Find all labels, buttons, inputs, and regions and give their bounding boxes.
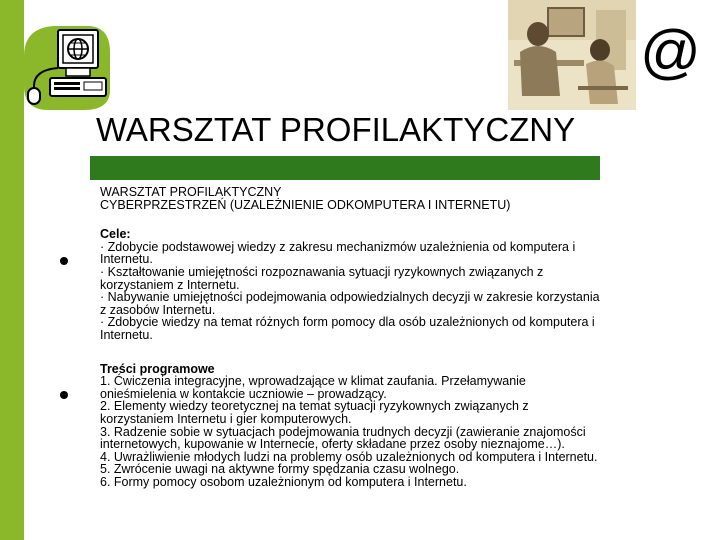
goals-heading: Cele: <box>100 227 131 242</box>
computer-icon <box>24 20 110 110</box>
bullet-program <box>60 391 68 399</box>
goals-line: · Zdobycie podstawowej wiedzy z zakresu mechanizmów uzależnienia od komputera i <box>100 239 576 254</box>
program-line: 3. Radzenie sobie w sytuacjach podejmowania trudnych decyzji (zawieranie znajomości <box>100 424 586 439</box>
goals-line: Internetu. <box>100 252 153 267</box>
goals-line: z zasobów Internetu. <box>100 302 216 317</box>
slide-title: WARSZTAT PROFILAKTYCZNY <box>96 111 576 148</box>
goals-line: Internetu. <box>100 327 153 342</box>
program-list <box>100 375 690 488</box>
program-line: 4. Uwrażliwienie młodych ludzi na problemy osób uzależnionych od komputera i Internetu. <box>100 449 598 464</box>
subtitle-line-2: CYBERPRZESTRZEŃ (UZALEŻNIENIE ODKOMPUTERA I INTERNETU) <box>100 197 511 212</box>
at-sign-logo: @ <box>640 18 701 85</box>
goals-line: korzystaniem z Internetu. <box>100 277 240 292</box>
bullet-goals <box>60 257 68 265</box>
program-line: 1. Ćwiczenia integracyjne, wprowadzające w klimat zaufania. Przełamywanie <box>100 374 526 389</box>
program-line: 6. Formy pomocy osobom uzależnionym od komputera i Internetu. <box>100 474 467 489</box>
program-heading: Treści programowe <box>100 361 215 376</box>
goals-line: · Nabywanie umiejętności podejmowania odpowiedzialnych decyzji w zakresie korzystania <box>100 290 600 305</box>
slide-body <box>100 186 690 488</box>
goals-line: · Zdobycie wiedzy na temat różnych form pomocy dla osób uzależnionych od komputera i <box>100 315 595 330</box>
students-photo <box>508 0 636 110</box>
program-line: 2. Elementy wiedzy teoretycznej na temat sytuacji ryzykownych związanych z <box>100 399 529 414</box>
program-line: internetowych, kupowanie w Internecie, oferty składane przez osoby nieznajome…). <box>100 437 565 452</box>
left-accent-bar <box>0 0 24 540</box>
goals-list <box>100 241 690 342</box>
goals-line: · Kształtowanie umiejętności rozpoznawania sytuacji ryzykownych związanych z <box>100 264 544 279</box>
subtitle-line-1: WARSZTAT PROFILAKTYCZNY <box>100 185 282 199</box>
program-line: 5. Zwrócenie uwagi na aktywne formy spędzania czasu wolnego. <box>100 462 460 477</box>
program-line: onieśmielenia w kontakcie uczniowie – prowadzący. <box>100 386 387 401</box>
program-line: korzystaniem Internetu i gier komputerowych. <box>100 411 352 426</box>
title-underline-bar <box>90 156 600 180</box>
